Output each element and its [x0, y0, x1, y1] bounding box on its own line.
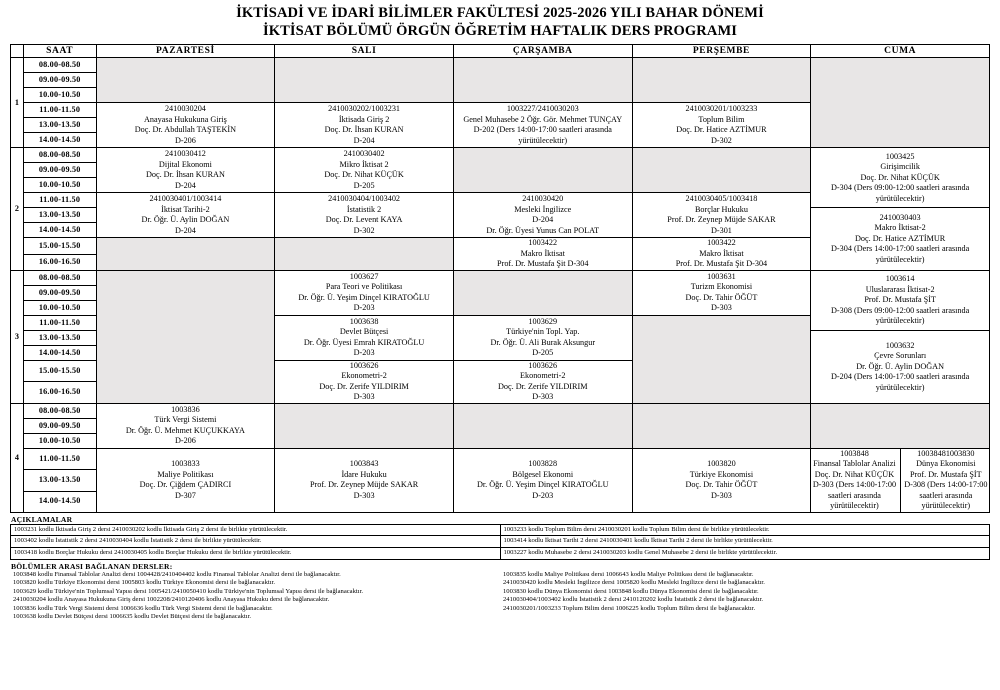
- note-cell: 1003231 kodlu İktisada Giriş 2 dersi 2410030202 kodlu İktisada Giriş 2 dersi ile birlikte yürütülecektir.: [11, 524, 501, 536]
- baglanan-section: [10, 562, 990, 622]
- course-name: Uluslararası İktisat-2: [865, 284, 935, 294]
- course-lecturer: D-204: [532, 215, 554, 225]
- empty-slot: [453, 270, 632, 315]
- course-cell: [96, 103, 275, 148]
- note-cell: [500, 613, 990, 622]
- note-row: [11, 536, 990, 548]
- course-lecturer: Dr. Öğr. Ü. Yeşim Dinçel KIRATOĞLU: [476, 480, 609, 490]
- title-line-2: İKTİSAT BÖLÜMÜ ÖRGÜN ÖĞRETİM HAFTALIK DERS PROGRAMI: [263, 23, 737, 40]
- hour-cell: 09.00-09.50: [23, 285, 96, 300]
- course-lecturer: Doç. Dr. Nihat KÜÇÜK: [860, 172, 940, 182]
- hour-cell: 13.00-13.50: [23, 118, 96, 133]
- course-name: Maliye Politikası: [157, 469, 214, 479]
- course-code: 1003836: [171, 404, 200, 414]
- course-room: D-304 (Ders 14:00-17:00 saatleri arasında yürütülecektir): [831, 244, 970, 264]
- course-cell: [96, 403, 275, 448]
- course-code: 2410030404/1003402: [328, 194, 401, 204]
- course-room: D-304 (Ders 09:00-12:00 saatleri arasında yürütülecektir): [831, 183, 970, 203]
- col-pazartesi: PAZARTESİ: [96, 45, 275, 58]
- col-persembe: PERŞEMBE: [632, 45, 811, 58]
- course-code: 1003227/2410030203: [506, 104, 579, 114]
- note-cell: 2410030420 kodlu Mesleki İngilizce dersi 1005820 kodlu Mesleki İngilizce dersi ile bağlanacaktır.: [503, 579, 765, 587]
- course-code: 2410030202/1003231: [328, 104, 401, 114]
- course-code: 2410030204: [164, 104, 206, 114]
- course-cell: [811, 330, 990, 403]
- course-room: D-302: [710, 135, 732, 145]
- course-room: D-203: [353, 348, 375, 358]
- course-cell: [632, 270, 811, 315]
- aciklamalar-heading: AÇIKLAMALAR: [11, 514, 73, 524]
- course-cell: [275, 270, 454, 315]
- grade-label-4: 4: [11, 403, 24, 512]
- empty-slot: [811, 58, 990, 148]
- course-lecturer: Dr. Öğr. Ü. Yeşim Dinçel KIRATOĞLU: [298, 292, 430, 302]
- hour-cell: 13.00-13.50: [23, 470, 96, 491]
- note-row: [10, 596, 990, 605]
- note-row: [11, 548, 990, 560]
- course-name: Toplum Bilim: [698, 114, 745, 124]
- note-row: [11, 524, 990, 536]
- hour-cell: 09.00-09.50: [23, 73, 96, 88]
- course-code: 2410030201/1003233: [685, 104, 758, 114]
- course-code: 2410030405/1003418: [685, 194, 758, 204]
- course-name: Ekonometri-2: [520, 371, 566, 381]
- course-code: 1003425: [885, 151, 915, 161]
- note-cell: 1003629 kodlu Türkiye'nin Toplumsal Yapısı dersi 1005421/2410050410 kodlu Türkiye'nin Toplumsal Yapısı dersi ile bağlanacaktır.: [13, 587, 364, 595]
- hour-cell: 08.00-08.50: [23, 270, 96, 285]
- course-cell: [96, 448, 275, 512]
- course-lecturer: Doç. Dr. Hatice AZTİMUR: [676, 125, 767, 135]
- course-room: D-303: [353, 392, 375, 402]
- course-room: D-204 (Ders 14:00-17:00 saatleri arasında yürütülecektir): [831, 372, 970, 392]
- course-code: 1003626: [349, 360, 379, 370]
- course-code: 1003828: [528, 459, 558, 469]
- course-name: İdare Hukuku: [341, 469, 387, 479]
- course-lecturer: Prof. Dr. Mustafa Şit D-304: [675, 259, 768, 269]
- course-room: D-308 (Ders 09:00-12:00 saatleri arasında yürütülecektir): [831, 305, 970, 326]
- grade-label-1: 1: [11, 58, 24, 148]
- table-row: [11, 270, 990, 285]
- course-lecturer: Doç. Dr. İhsan KURAN: [324, 125, 404, 135]
- course-name: Makro İktisat-2: [874, 223, 926, 233]
- hour-cell: 09.00-09.50: [23, 418, 96, 433]
- course-room: D-303: [710, 303, 732, 313]
- hour-cell: 11.00-11.50: [23, 315, 96, 330]
- course-code: 2410030420: [522, 194, 564, 204]
- hour-cell: 08.00-08.50: [23, 58, 96, 73]
- course-room: D-203: [353, 303, 375, 313]
- course-code: 10038481003830: [917, 448, 975, 458]
- course-room: D-302: [353, 225, 375, 235]
- note-cell: 2410030404/1003402 kodlu İstatistik 2 dersi 2410120202 kodlu İstatistik 2 dersi ile bağlanacaktır.: [503, 596, 764, 604]
- course-cell: [275, 103, 454, 148]
- course-code: 1003627: [349, 271, 379, 281]
- course-code: 1003631: [707, 271, 736, 281]
- note-cell: 1003835 kodlu Maliye Politikası dersi 1006643 kodlu Maliye Politikası dersi ile bağlanacaktır.: [503, 570, 754, 578]
- empty-slot: [453, 148, 632, 193]
- course-name: Mikro İktisat 2: [339, 159, 389, 169]
- course-code: 2410030412: [164, 149, 206, 159]
- empty-slot: [453, 403, 632, 448]
- course-room: D-303: [532, 392, 554, 402]
- course-name: İstatistik 2: [346, 204, 382, 214]
- course-lecturer: Prof. Dr. Mustafa ŞİT: [864, 295, 936, 305]
- course-name: Türkiye'nin Topl. Yap.: [506, 327, 580, 337]
- course-lecturer: Doç. Dr. Hatice AZTİMUR: [854, 233, 946, 243]
- note-row: [10, 571, 990, 580]
- hour-cell: 16.00-16.50: [23, 254, 96, 270]
- course-code: 1003629: [528, 316, 558, 326]
- course-room: D-203: [532, 490, 554, 500]
- course-lecturer: Doç. Dr. Nihat KÜÇÜK: [324, 170, 404, 180]
- course-cell: [275, 193, 454, 238]
- course-cell: [453, 360, 632, 403]
- schedule-table: [10, 44, 990, 513]
- course-name: Makro İktisat: [699, 248, 744, 258]
- course-cell: [453, 315, 632, 360]
- course-cell: [632, 103, 811, 148]
- course-room: D-205: [532, 348, 554, 358]
- course-room: D-307: [174, 490, 196, 500]
- empty-slot: [632, 315, 811, 403]
- note-cell: 1003836 kodlu Türk Vergi Sistemi dersi 1006636 kodlu Türk Vergi Sistemi dersi ile bağlanacaktır.: [13, 604, 273, 612]
- course-name: Finansal Tablolar Analizi: [813, 459, 896, 469]
- course-code: 1003632: [885, 340, 915, 350]
- course-name: Borçlar Hukuku: [694, 204, 748, 214]
- course-room: D-303: [353, 490, 375, 500]
- empty-slot: [96, 238, 275, 271]
- course-lecturer: Doç. Dr. İhsan KURAN: [145, 170, 225, 180]
- course-name: İktisada Giriş 2: [338, 114, 390, 124]
- note-row: [10, 605, 990, 614]
- course-cell: [811, 449, 900, 512]
- empty-slot: [632, 403, 811, 448]
- course-lecturer: Doç. Dr. Tahir ÖĞÜT: [685, 480, 758, 490]
- hour-cell: 11.00-11.50: [23, 103, 96, 118]
- hour-cell: 11.00-11.50: [23, 448, 96, 469]
- hour-cell: 10.00-10.50: [23, 433, 96, 448]
- course-name: Bölgesel Ekonomi: [512, 469, 574, 479]
- note-row: [10, 588, 990, 597]
- course-name: Para Teori ve Politikası: [325, 282, 403, 292]
- course-code: 2410030402: [343, 149, 385, 159]
- aciklamalar-table: [10, 524, 990, 560]
- course-name: Girişimcilik: [880, 162, 920, 172]
- course-cell: [811, 148, 990, 208]
- course-cell: [275, 315, 454, 360]
- course-cell: [811, 208, 990, 271]
- title-line-1: İKTİSADİ VE İDARİ BİLİMLER FAKÜLTESİ 2025-2026 YILI BAHAR DÖNEMİ: [236, 5, 764, 21]
- hour-cell: 13.00-13.50: [23, 208, 96, 223]
- course-name: Dünya Ekonomisi: [916, 459, 976, 469]
- course-lecturer: Dr. Öğr. Ü. Mehmet KUÇUKKAYA: [125, 425, 245, 435]
- course-cell: [632, 238, 811, 271]
- course-lecturer: Doç. Dr. Çiğdem ÇADIRCI: [139, 480, 232, 490]
- course-code: 1003843: [349, 459, 379, 469]
- course-lecturer: Doç. Dr. Levent KAYA: [325, 215, 403, 225]
- note-cell: 1003820 kodlu Türkiye Ekonomisi dersi 1005803 kodlu Türkiye Ekonomisi dersi ile bağlanacaktır.: [13, 579, 276, 587]
- hour-cell: 13.00-13.50: [23, 330, 96, 345]
- note-row: [10, 579, 990, 588]
- hour-cell: 10.00-10.50: [23, 300, 96, 315]
- course-lecturer: Dr. Öğr. Üyesi Emrah KIRATOĞLU: [303, 337, 425, 347]
- course-cell: [453, 103, 632, 148]
- course-name: Turizm Ekonomisi: [690, 282, 753, 292]
- course-lecturer: Prof. Dr. Zeynep Müjde SAKAR: [667, 215, 776, 225]
- course-name: Türkiye Ekonomisi: [689, 469, 754, 479]
- course-name: Ekonometri-2: [341, 371, 387, 381]
- empty-slot: [275, 238, 454, 271]
- course-cell: [275, 448, 454, 512]
- hour-cell: 15.00-15.50: [23, 238, 96, 254]
- course-code: 1003422: [707, 238, 736, 248]
- table-row: [11, 148, 990, 163]
- course-room: D-206: [174, 436, 196, 446]
- course-name: İktisat Tarihi-2: [161, 204, 210, 214]
- course-room: D-303: [710, 490, 732, 500]
- course-lecturer: Doç. Dr. Zerife YILDIRIM: [319, 381, 409, 391]
- course-code: 1003833: [171, 459, 200, 469]
- page-title: [10, 4, 990, 40]
- course-lecturer: Prof. Dr. Mustafa Şit D-304: [497, 259, 589, 269]
- hour-cell: 14.00-14.50: [23, 133, 96, 148]
- course-room: D-204: [174, 180, 196, 190]
- hour-cell: 09.00-09.50: [23, 163, 96, 178]
- course-code: 1003638: [349, 316, 379, 326]
- course-cell: [453, 193, 632, 238]
- course-lecturer: Dr. Öğr. Ü. Aylin DOĞAN: [141, 215, 230, 225]
- course-room: D-204: [174, 225, 196, 235]
- course-cell: [275, 360, 454, 403]
- note-cell: 1003418 kodlu Borçlar Hukuku dersi 2410030405 kodlu Borçlar Hukuku dersi ile birlikte yürütülecektir.: [11, 548, 501, 560]
- course-cell: [453, 448, 632, 512]
- course-cell: [632, 448, 811, 512]
- note-cell: 1003414 kodlu İktisat Tarihi 2 dersi 2410030401 kodlu İktisat Tarihi 2 dersi ile birlikte yürütülecektir.: [500, 536, 990, 548]
- course-lecturer: Doç. Dr. Tahir ÖĞÜT: [685, 292, 758, 302]
- note-cell: 2410030204 kodlu Anayasa Hukukuna Giriş dersi 1002208/2410120406 kodlu Anayasa Hukuku dersi ile bağlanacaktır.: [13, 596, 330, 604]
- table-row: [11, 448, 990, 469]
- empty-slot: [811, 403, 990, 448]
- course-cell: [96, 193, 275, 238]
- course-cell: [453, 238, 632, 271]
- course-name: Türk Vergi Sistemi: [154, 415, 217, 425]
- empty-slot: [96, 58, 275, 103]
- col-grade: [11, 45, 24, 58]
- course-name: Mesleki İngilizce: [514, 204, 572, 214]
- course-code: 2410030403: [879, 212, 921, 222]
- course-lecturer: Dr. Öğr. Ü. Ali Burak Aksungur: [490, 337, 596, 347]
- col-cuma: CUMA: [811, 45, 990, 58]
- hour-cell: 11.00-11.50: [23, 193, 96, 208]
- course-cell-split: [811, 448, 990, 512]
- course-code: 1003820: [707, 459, 736, 469]
- hour-cell: 14.00-14.50: [23, 345, 96, 360]
- course-room: Dr. Öğr. Üyesi Yunus Can POLAT: [486, 225, 600, 235]
- empty-slot: [632, 148, 811, 193]
- note-cell: 1003638 kodlu Devlet Bütçesi dersi 1006635 kodlu Devlet Bütçesi dersi ile bağlanacaktır.: [13, 613, 252, 621]
- course-room: yürütülecektir): [518, 135, 568, 145]
- hour-cell: 14.00-14.50: [23, 223, 96, 238]
- course-lecturer: Prof. Dr. Mustafa ŞİT: [910, 469, 982, 479]
- course-code: 1003422: [528, 238, 558, 248]
- table-header-row: [11, 45, 990, 58]
- course-code: 1003848: [840, 448, 869, 458]
- course-lecturer: Dr. Öğr. Ü. Aylin DOĞAN: [856, 361, 944, 371]
- baglanan-table: [10, 571, 990, 622]
- course-name: Dijital Ekonomi: [158, 159, 212, 169]
- course-room: D-205: [353, 180, 375, 190]
- course-room: D-204: [353, 135, 375, 145]
- table-row: [11, 403, 990, 418]
- grade-label-3: 3: [11, 270, 24, 403]
- course-cell: [632, 193, 811, 238]
- course-room: D-301: [710, 225, 732, 235]
- course-lecturer: Doç. Dr. Abdullah TAŞTEKİN: [134, 125, 237, 135]
- note-row: [10, 613, 990, 622]
- col-carsamba: ÇARŞAMBA: [453, 45, 632, 58]
- course-cell: [96, 148, 275, 193]
- course-name: Devlet Bütçesi: [339, 327, 389, 337]
- note-cell: 1003848 kodlu Finansal Tablolar Analizi dersi 1004428/2410404402 kodlu Finansal Tablolar Analizi dersi ile bağlanacaktır.: [13, 570, 341, 578]
- col-saat: SAAT: [23, 45, 96, 58]
- course-lecturer: Doç. Dr. Nihat KÜÇÜK: [814, 469, 895, 479]
- course-room: D-303 (Ders 14:00-17:00 saatleri arasında yürütülecektir): [812, 480, 897, 511]
- course-name: Anayasa Hukukuna Giriş: [144, 114, 227, 124]
- hour-cell: 14.00-14.50: [23, 491, 96, 512]
- course-room: D-308 (Ders 14:00-17:00 saatleri arasında yürütülecektir): [904, 480, 988, 511]
- empty-slot: [275, 58, 454, 103]
- empty-slot: [96, 270, 275, 403]
- hour-cell: 16.00-16.50: [23, 382, 96, 404]
- col-sali: SALI: [275, 45, 454, 58]
- course-code: 1003614: [885, 274, 915, 284]
- course-lecturer: D-202 (Ders 14:00-17:00 saatleri arasında: [473, 125, 612, 135]
- aciklamalar-section: [10, 515, 990, 560]
- course-name: Makro İktisat: [520, 248, 565, 258]
- course-code: 2410030401/1003414: [149, 194, 222, 204]
- hour-cell: 10.00-10.50: [23, 178, 96, 193]
- empty-slot: [275, 403, 454, 448]
- note-cell: 1003233 kodlu Toplum Bilim dersi 2410030201 kodlu Toplum Bilim dersi ile birlikte yürütülecektir.: [500, 524, 990, 536]
- table-row: [11, 58, 990, 73]
- grade-label-2: 2: [11, 148, 24, 271]
- note-cell: 1003402 kodlu İstatistik 2 dersi 2410030404 kodlu İstatistik 2 dersi ile birlikte yürütülecektir.: [11, 536, 501, 548]
- empty-slot: [632, 58, 811, 103]
- course-lecturer: Prof. Dr. Zeynep Müjde SAKAR: [309, 480, 419, 490]
- course-lecturer: Doç. Dr. Zerife YILDIRIM: [498, 381, 588, 391]
- course-cell: [811, 270, 990, 330]
- empty-slot: [453, 58, 632, 103]
- hour-cell: 10.00-10.50: [23, 88, 96, 103]
- course-name: Genel Muhasebe 2 Öğr. Gör. Mehmet TUNÇAY: [463, 114, 623, 124]
- note-cell: 2410030201/1003233 Toplum Bilim dersi 1006225 kodlu Toplum Bilim dersi ile bağlanacaktır.: [503, 604, 756, 612]
- course-name: Çevre Sorunları: [874, 351, 927, 361]
- baglanan-heading: BÖLÜMLER ARASI BAĞLANAN DERSLER:: [11, 561, 173, 571]
- note-cell: 1003830 kodlu Dünya Ekonomisi dersi 1003848 kodlu Dünya Ekonomisi dersi ile bağlanacaktır.: [503, 587, 759, 595]
- hour-cell: 08.00-08.50: [23, 148, 96, 163]
- course-code: 1003626: [528, 360, 558, 370]
- course-cell: [901, 449, 989, 512]
- note-cell: 1003227 kodlu Muhasebe 2 dersi 2410030203 kodlu Genel Muhasebe 2 dersi ile birlikte yürütülecektir.: [500, 548, 990, 560]
- course-room: D-206: [174, 135, 196, 145]
- course-cell: [275, 148, 454, 193]
- hour-cell: 08.00-08.50: [23, 403, 96, 418]
- hour-cell: 15.00-15.50: [23, 360, 96, 382]
